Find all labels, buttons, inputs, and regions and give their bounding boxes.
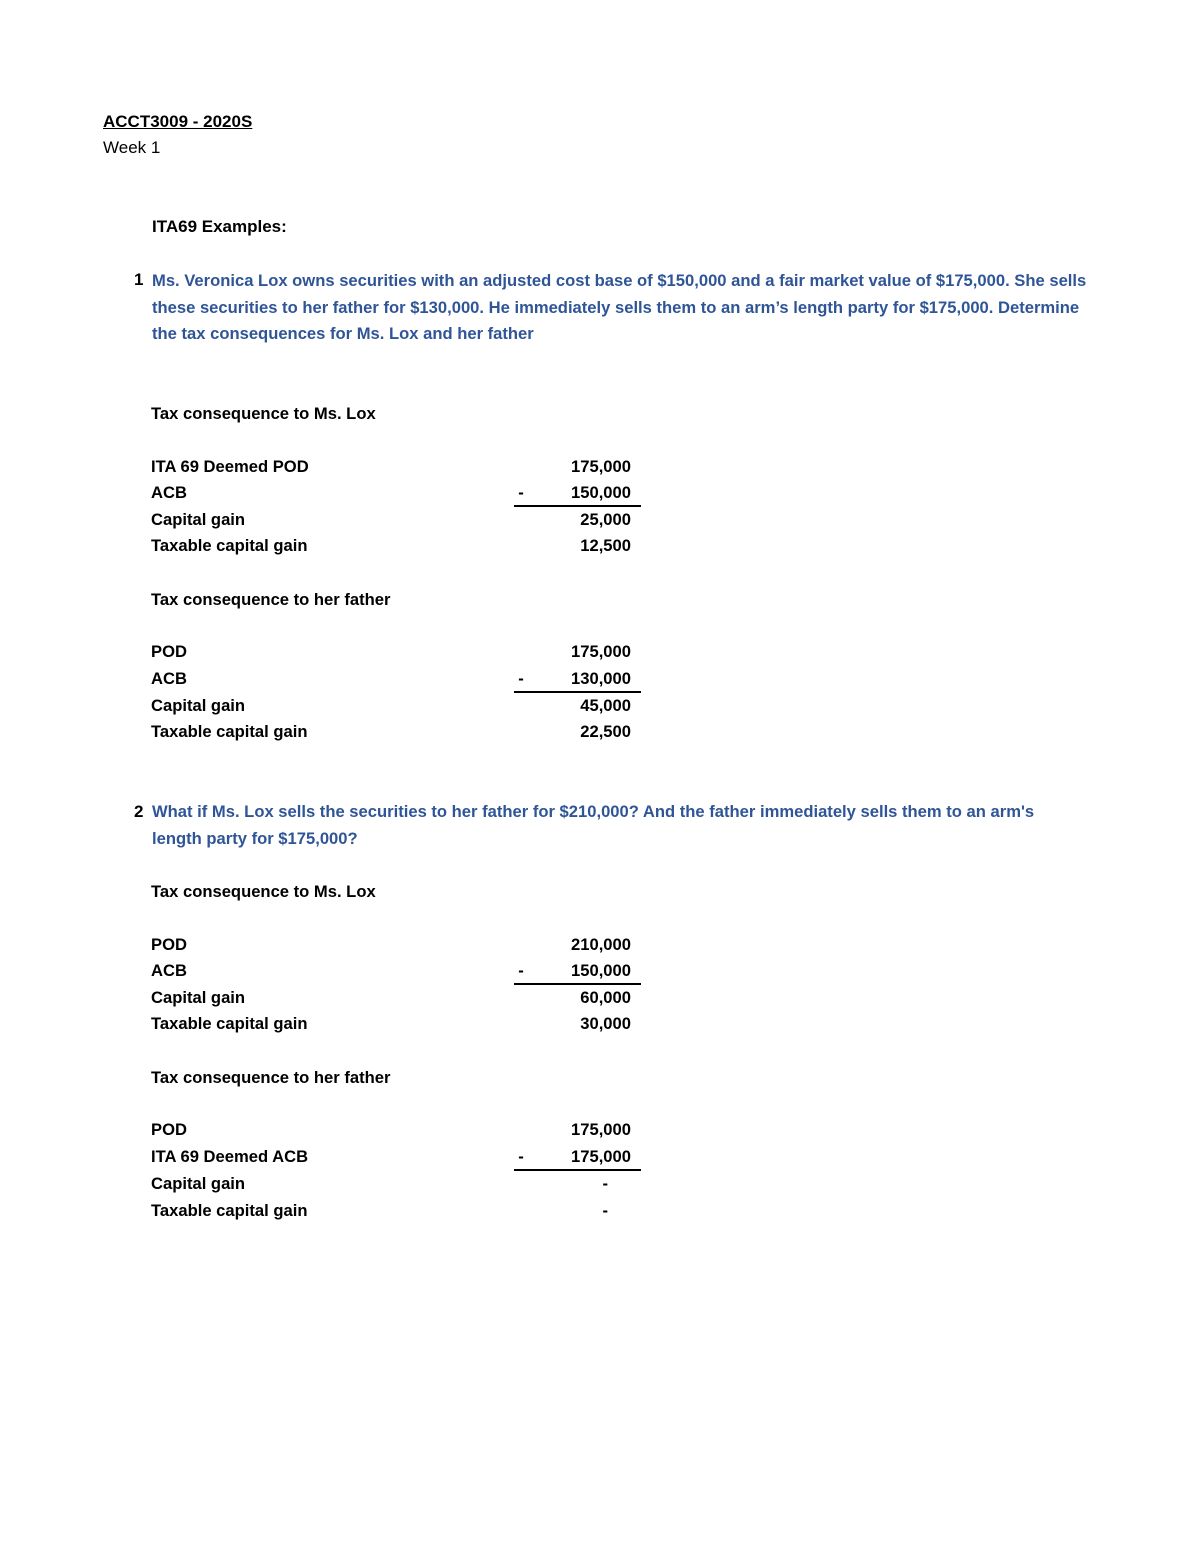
row-amount: 210,000 xyxy=(571,935,631,954)
q2-lox-row-taxable-gain xyxy=(151,1014,641,1040)
q2-lox-row-pod xyxy=(151,935,641,961)
row-sign: - xyxy=(518,483,524,502)
row-amount: 150,000 xyxy=(571,483,631,502)
row-label: POD xyxy=(151,642,187,661)
row-label: Capital gain xyxy=(151,1174,246,1193)
q1-father-section-title: Tax consequence to her father xyxy=(151,590,391,609)
row-amount: 12,500 xyxy=(580,536,631,555)
question-2-text: What if Ms. Lox sells the securities to her father for $210,000? And the father immediately sells them to an arm's length party for $175,000? xyxy=(152,802,1035,848)
row-label: ITA 69 Deemed POD xyxy=(151,457,309,476)
row-label: ACB xyxy=(151,961,187,980)
row-amount: 175,000 xyxy=(571,457,631,476)
subtotal-rule xyxy=(514,505,641,507)
q2-father-row-pod xyxy=(151,1120,641,1146)
row-amount: 150,000 xyxy=(571,961,631,980)
q2-father-row-taxable-gain xyxy=(151,1201,641,1227)
row-amount: 130,000 xyxy=(571,669,631,688)
row-label: Taxable capital gain xyxy=(151,1014,308,1033)
row-amount: 175,000 xyxy=(571,642,631,661)
row-amount: 175,000 xyxy=(571,1147,631,1166)
row-amount: 175,000 xyxy=(571,1120,631,1139)
q1-lox-row-taxable-gain xyxy=(151,536,641,562)
q1-lox-row-pod xyxy=(151,457,641,483)
row-label: Capital gain xyxy=(151,696,246,715)
subtotal-rule xyxy=(514,1169,641,1171)
question-1-text: Ms. Veronica Lox owns securities with an adjusted cost base of $150,000 and a fair market value of $175,000. She sells these securities to her father for $130,000. He immediately sells them to an arm’s length party for $175,000. Determine the tax consequences for Ms. Lox and her father xyxy=(152,271,1087,343)
q2-lox-row-capital-gain xyxy=(151,988,641,1014)
row-amount: 45,000 xyxy=(580,696,631,715)
row-amount: - xyxy=(602,1174,608,1193)
row-amount: 25,000 xyxy=(580,510,631,529)
row-label: POD xyxy=(151,1120,187,1139)
row-label: Taxable capital gain xyxy=(151,722,308,741)
question-1-number: 1 xyxy=(134,270,144,289)
q2-father-row-capital-gain xyxy=(151,1174,641,1200)
q2-lox-section-title: Tax consequence to Ms. Lox xyxy=(151,882,376,901)
row-amount: 22,500 xyxy=(580,722,631,741)
examples-title: ITA69 Examples: xyxy=(152,217,287,236)
row-label: Capital gain xyxy=(151,988,246,1007)
q1-father-row-taxable-gain xyxy=(151,722,641,748)
row-amount: 60,000 xyxy=(580,988,631,1007)
week-label: Week 1 xyxy=(103,138,161,157)
row-label: Taxable capital gain xyxy=(151,536,308,555)
row-label: ACB xyxy=(151,483,187,502)
row-label: Capital gain xyxy=(151,510,246,529)
row-label: ACB xyxy=(151,669,187,688)
row-sign: - xyxy=(518,961,524,980)
row-sign: - xyxy=(518,1147,524,1166)
q1-father-row-pod xyxy=(151,642,641,668)
row-label: Taxable capital gain xyxy=(151,1201,308,1220)
row-sign: - xyxy=(518,669,524,688)
q1-lox-row-capital-gain xyxy=(151,510,641,536)
q2-father-section-title: Tax consequence to her father xyxy=(151,1068,391,1087)
subtotal-rule xyxy=(514,691,641,693)
row-label: POD xyxy=(151,935,187,954)
row-label: ITA 69 Deemed ACB xyxy=(151,1147,309,1166)
row-amount: - xyxy=(602,1201,608,1220)
course-code: ACCT3009 - 2020S xyxy=(103,112,253,131)
q1-lox-section-title: Tax consequence to Ms. Lox xyxy=(151,404,376,423)
q1-father-row-capital-gain xyxy=(151,696,641,722)
subtotal-rule xyxy=(514,983,641,985)
row-amount: 30,000 xyxy=(580,1014,631,1033)
question-2-number: 2 xyxy=(134,802,144,821)
